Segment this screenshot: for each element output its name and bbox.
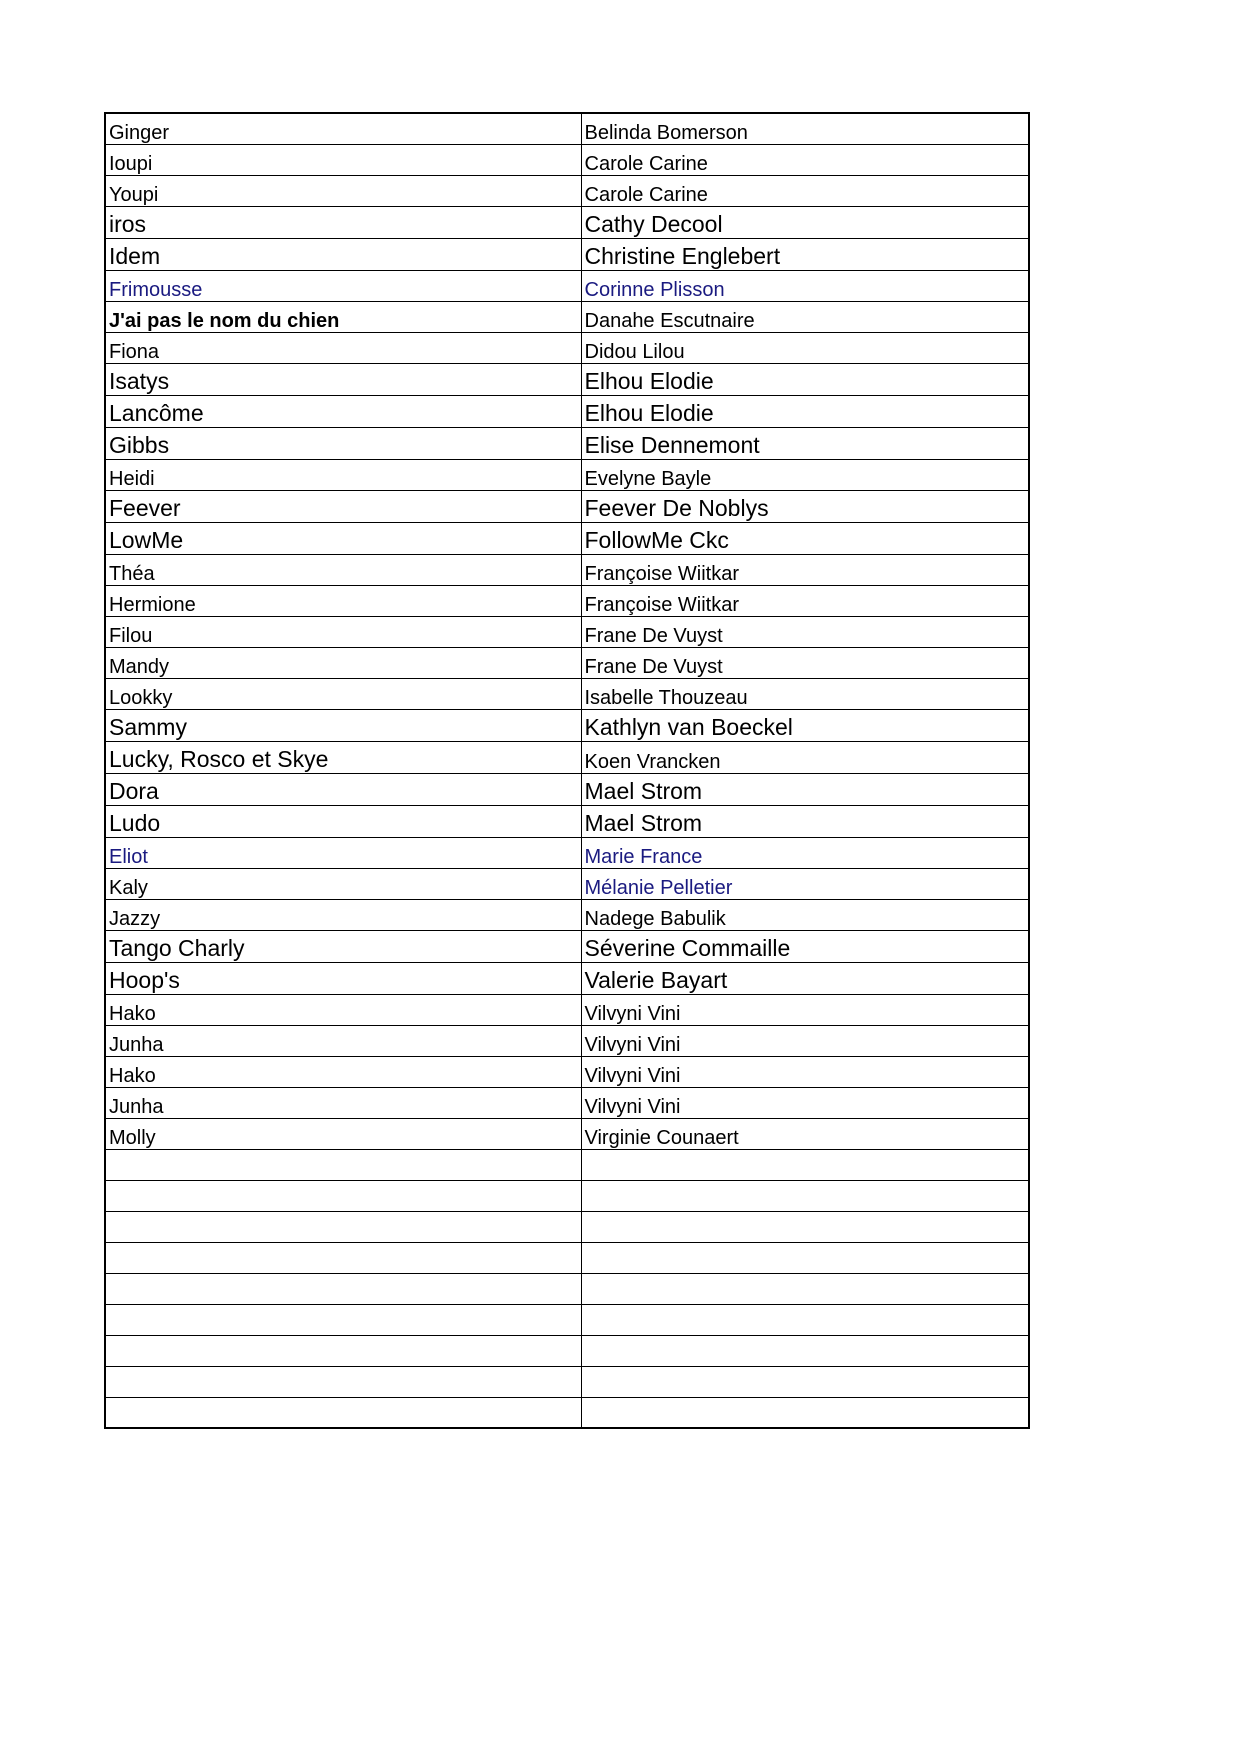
owner-name-cell[interactable]: [581, 1366, 1029, 1397]
dog-name-cell[interactable]: [105, 1366, 581, 1397]
table-row: [105, 1025, 1029, 1056]
table-row: [105, 805, 1029, 837]
table-row: [105, 270, 1029, 301]
owner-name-cell[interactable]: Isabelle Thouzeau: [581, 678, 1029, 709]
table-row: [105, 1397, 1029, 1428]
owner-name-cell[interactable]: Koen Vrancken: [581, 741, 1029, 773]
owner-name-cell[interactable]: Carole Carine: [581, 144, 1029, 175]
dog-name-cell[interactable]: [105, 1211, 581, 1242]
dog-name-cell[interactable]: Ioupi: [105, 144, 581, 175]
owner-name-cell[interactable]: Cathy Decool: [581, 206, 1029, 238]
owner-name-cell[interactable]: [581, 1397, 1029, 1428]
table-row: [105, 616, 1029, 647]
dog-owner-table: [104, 112, 1030, 1429]
owner-name-cell[interactable]: Vilvyni Vini: [581, 994, 1029, 1025]
table-row: [105, 522, 1029, 554]
table-row: [105, 1180, 1029, 1211]
owner-name-cell[interactable]: [581, 1335, 1029, 1366]
table-row: [105, 1056, 1029, 1087]
table-row: [105, 1273, 1029, 1304]
table-row: [105, 554, 1029, 585]
dog-name-cell[interactable]: Heidi: [105, 459, 581, 490]
owner-name-cell[interactable]: [581, 1211, 1029, 1242]
owner-name-cell[interactable]: Corinne Plisson: [581, 270, 1029, 301]
owner-name-cell[interactable]: Frane De Vuyst: [581, 616, 1029, 647]
owner-name-cell[interactable]: Vilvyni Vini: [581, 1025, 1029, 1056]
owner-name-cell[interactable]: [581, 1273, 1029, 1304]
dog-name-cell[interactable]: Molly: [105, 1118, 581, 1149]
dog-name-cell[interactable]: Théa: [105, 554, 581, 585]
dog-name-cell[interactable]: J'ai pas le nom du chien: [105, 301, 581, 332]
dog-name-cell[interactable]: Jazzy: [105, 899, 581, 930]
table-row: [105, 709, 1029, 741]
dog-name-cell[interactable]: LowMe: [105, 522, 581, 554]
dog-name-cell[interactable]: Isatys: [105, 363, 581, 395]
dog-name-cell[interactable]: Sammy: [105, 709, 581, 741]
owner-name-cell[interactable]: Christine Englebert: [581, 238, 1029, 270]
dog-name-cell[interactable]: Fiona: [105, 332, 581, 363]
table-row: [105, 678, 1029, 709]
table-row: [105, 238, 1029, 270]
table-row: [105, 1366, 1029, 1397]
table-row: [105, 1304, 1029, 1335]
table-row: [105, 930, 1029, 962]
owner-name-cell[interactable]: Vilvyni Vini: [581, 1087, 1029, 1118]
dog-name-cell[interactable]: Youpi: [105, 175, 581, 206]
owner-name-cell[interactable]: Kathlyn van Boeckel: [581, 709, 1029, 741]
owner-name-cell[interactable]: Danahe Escutnaire: [581, 301, 1029, 332]
table-row: [105, 647, 1029, 678]
table-row: [105, 363, 1029, 395]
table-row: [105, 332, 1029, 363]
dog-name-cell[interactable]: Tango Charly: [105, 930, 581, 962]
owner-name-cell[interactable]: Valerie Bayart: [581, 962, 1029, 994]
table-row: [105, 206, 1029, 238]
dog-name-cell[interactable]: Kaly: [105, 868, 581, 899]
table-row: [105, 144, 1029, 175]
table-row: [105, 837, 1029, 868]
owner-name-cell[interactable]: Belinda Bomerson: [581, 113, 1029, 144]
owner-name-cell[interactable]: Mélanie Pelletier: [581, 868, 1029, 899]
dog-name-cell[interactable]: iros: [105, 206, 581, 238]
dog-name-cell[interactable]: Ludo: [105, 805, 581, 837]
dog-name-cell[interactable]: Lucky, Rosco et Skye: [105, 741, 581, 773]
table-row: [105, 741, 1029, 773]
table-row: [105, 301, 1029, 332]
table-row: [105, 1149, 1029, 1180]
owner-name-cell[interactable]: Françoise Wiitkar: [581, 585, 1029, 616]
dog-name-cell[interactable]: Dora: [105, 773, 581, 805]
dog-name-cell[interactable]: [105, 1242, 581, 1273]
dog-name-cell[interactable]: [105, 1149, 581, 1180]
table-row: [105, 1242, 1029, 1273]
owner-name-cell[interactable]: Didou Lilou: [581, 332, 1029, 363]
dog-name-cell[interactable]: Mandy: [105, 647, 581, 678]
table-row: [105, 1087, 1029, 1118]
dog-name-cell[interactable]: Eliot: [105, 837, 581, 868]
owner-name-cell[interactable]: FollowMe Ckc: [581, 522, 1029, 554]
owner-name-cell[interactable]: Mael Strom: [581, 773, 1029, 805]
table-row: [105, 1211, 1029, 1242]
dog-name-cell[interactable]: Hermione: [105, 585, 581, 616]
table-row: [105, 1118, 1029, 1149]
owner-name-cell[interactable]: Séverine Commaille: [581, 930, 1029, 962]
owner-name-cell[interactable]: Mael Strom: [581, 805, 1029, 837]
dog-name-cell[interactable]: Lancôme: [105, 395, 581, 427]
dog-name-cell[interactable]: Gibbs: [105, 427, 581, 459]
owner-name-cell[interactable]: Vilvyni Vini: [581, 1056, 1029, 1087]
dog-name-cell[interactable]: Idem: [105, 238, 581, 270]
dog-name-cell[interactable]: Lookky: [105, 678, 581, 709]
table-row: [105, 490, 1029, 522]
owner-name-cell[interactable]: Françoise Wiitkar: [581, 554, 1029, 585]
owner-name-cell[interactable]: Virginie Counaert: [581, 1118, 1029, 1149]
dog-name-cell[interactable]: Frimousse: [105, 270, 581, 301]
dog-name-cell[interactable]: [105, 1335, 581, 1366]
owner-name-cell[interactable]: Frane De Vuyst: [581, 647, 1029, 678]
owner-name-cell[interactable]: Elise Dennemont: [581, 427, 1029, 459]
owner-name-cell[interactable]: [581, 1242, 1029, 1273]
owner-name-cell[interactable]: Elhou Elodie: [581, 395, 1029, 427]
owner-name-cell[interactable]: Carole Carine: [581, 175, 1029, 206]
dog-name-cell[interactable]: Junha: [105, 1025, 581, 1056]
table-row: [105, 175, 1029, 206]
owner-name-cell[interactable]: Elhou Elodie: [581, 363, 1029, 395]
dog-name-cell[interactable]: [105, 1180, 581, 1211]
dog-name-cell[interactable]: Ginger: [105, 113, 581, 144]
dog-name-cell[interactable]: Hoop's: [105, 962, 581, 994]
owner-name-cell[interactable]: [581, 1180, 1029, 1211]
owner-name-cell[interactable]: Marie France: [581, 837, 1029, 868]
table-row: [105, 868, 1029, 899]
owner-name-cell[interactable]: Nadege Babulik: [581, 899, 1029, 930]
table-row: [105, 899, 1029, 930]
owner-name-cell[interactable]: Evelyne Bayle: [581, 459, 1029, 490]
owner-name-cell[interactable]: [581, 1149, 1029, 1180]
table-row: [105, 962, 1029, 994]
dog-name-cell[interactable]: Filou: [105, 616, 581, 647]
table-row: [105, 427, 1029, 459]
dog-name-cell[interactable]: Hako: [105, 1056, 581, 1087]
dog-name-cell[interactable]: Feever: [105, 490, 581, 522]
dog-name-cell[interactable]: [105, 1273, 581, 1304]
dog-name-cell[interactable]: Junha: [105, 1087, 581, 1118]
table-row: [105, 585, 1029, 616]
table-body: [105, 113, 1029, 1428]
owner-name-cell[interactable]: [581, 1304, 1029, 1335]
table-row: [105, 994, 1029, 1025]
dog-name-cell[interactable]: [105, 1304, 581, 1335]
table-row: [105, 1335, 1029, 1366]
table-row: [105, 395, 1029, 427]
dog-name-cell[interactable]: [105, 1397, 581, 1428]
dog-name-cell[interactable]: Hako: [105, 994, 581, 1025]
table-row: [105, 113, 1029, 144]
table-row: [105, 459, 1029, 490]
table-row: [105, 773, 1029, 805]
owner-name-cell[interactable]: Feever De Noblys: [581, 490, 1029, 522]
